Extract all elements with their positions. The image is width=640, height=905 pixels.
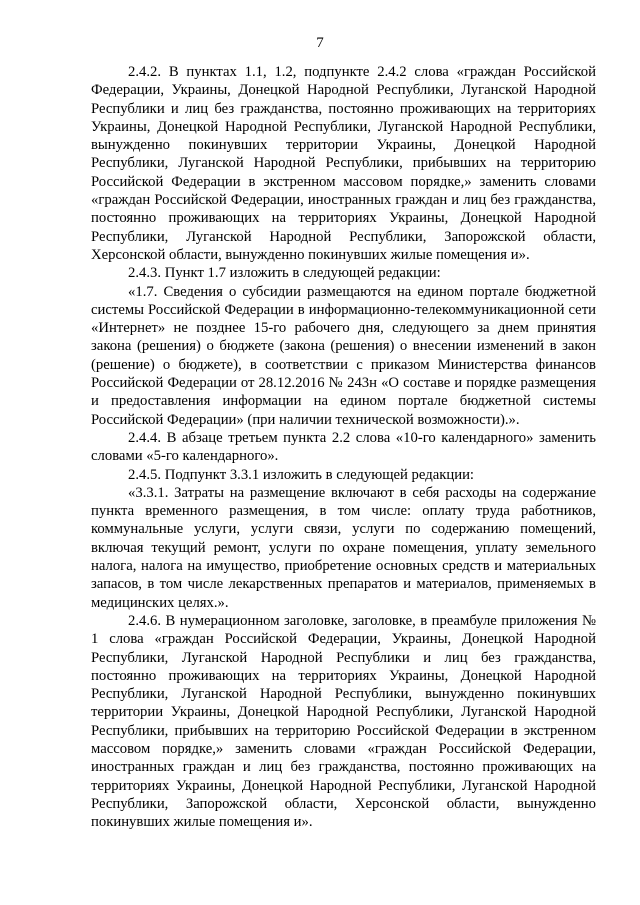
page-number: 7 — [316, 35, 324, 51]
paragraph-2-4-2: 2.4.2. В пунктах 1.1, 1.2, подпункте 2.4.2 слова «граждан Российской Федерации, Украины, Донецкой Народной Республики, Луганской Народной Республики и лиц без гражданства, постоянно проживающих на территориях Украины, Донецкой Народной Республики, Луганской Народной Республики, вынужденно покинувших территории Украины, Донецкой Народной Республики, Луганской Народной Республики, прибывших на территорию Российской Федерации в экстренном массовом порядке,» заменить словами «граждан Российской Федерации, иностранных граждан и лиц без гражданства, постоянно проживающих на территориях Украины, Донецкой Народной Республики, Луганской Народной Республики, Запорожской области, Херсонской области, вынужденно покинувших жилые помещения и». — [91, 64, 596, 263]
paragraph-3-3-1-text: «3.3.1. Затраты на размещение включают в себя расходы на содержание пункта временного размещения, в том числе: оплату труда работников, коммунальные услуги, услуги связи, услуги по содержанию помещений, включая текущий ремонт, услуги по охране помещения, уплату земельного налога, налога на имущество, приобретение основных средств и материальных запасов, в том числе лекарственных препаратов и материалов, применяемых в медицинских целях.». — [91, 484, 596, 611]
paragraph-1-7-text: «1.7. Сведения о субсидии размещаются на едином портале бюджетной системы Российской Федерации в информационно-телекоммуникационной сети «Интернет» не позднее 15-го рабочего дня, следующего за днем принятия закона (решения) о бюджете (закона (решения) о внесении изменений в закон (решение) о бюджете), в соответствии с приказом Министерства финансов Российской Федерации от 28.12.2016 № 243н «О составе и порядке размещения и предоставления информации на едином портале бюджетной системы Российской Федерации» (при наличии технической возможности).». — [91, 283, 596, 428]
paragraph-2-4-3: 2.4.3. Пункт 1.7 изложить в следующей редакции: — [128, 265, 441, 282]
document-body — [91, 63, 596, 831]
paragraph-2-4-6: 2.4.6. В нумерационном заголовке, заголовке, в преамбуле приложения № 1 слова «граждан Российской Федерации, Украины, Донецкой Народной Республики, Луганской Народной Республики и лиц без гражданства, постоянно проживающих на территориях Украины, Донецкой Народной Республики, Луганской Народной Республики, вынужденно покинувших территории Украины, Донецкой Народной Республики, Луганской Народной Республики, прибывших на территорию Российской Федерации в экстренном массовом порядке,» заменить словами «граждан Российской Федерации, иностранных граждан и лиц без гражданства, постоянно проживающих на территориях Украины, Донецкой Народной Республики, Луганской Народной Республики, Запорожской области, Херсонской области, вынужденно покинувших жилые помещения и». — [91, 612, 596, 831]
paragraph-2-4-5: 2.4.5. Подпункт 3.3.1 изложить в следующей редакции: — [128, 466, 475, 483]
paragraph-2-4-4: 2.4.4. В абзаце третьем пункта 2.2 слова «10-го календарного» заменить словами «5-го календарного». — [91, 429, 596, 465]
